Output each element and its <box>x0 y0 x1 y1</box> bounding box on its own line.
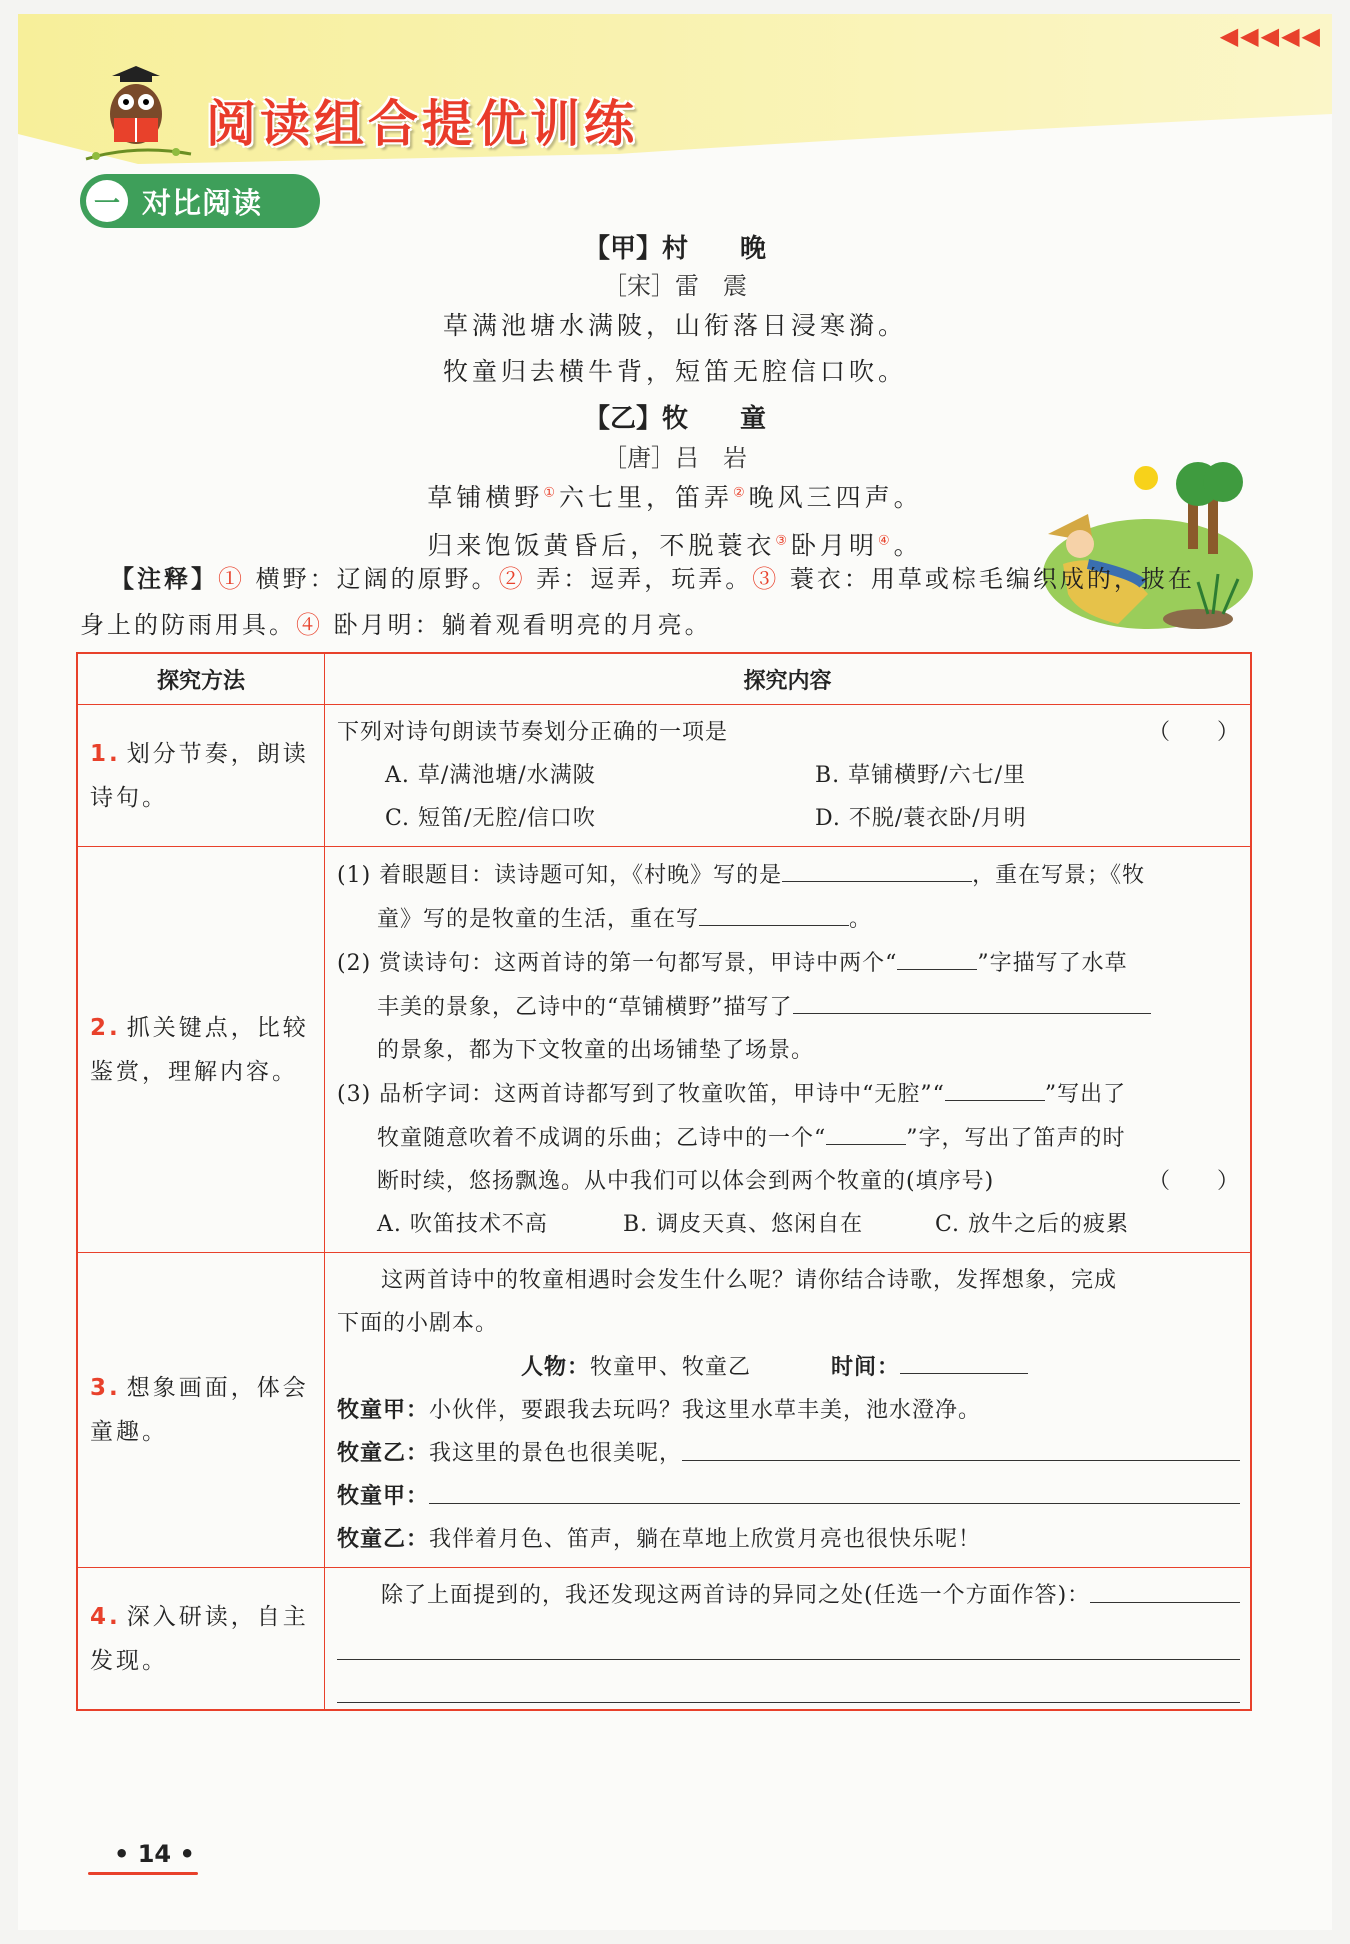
section-number: 一 <box>86 180 128 222</box>
table-row-1 <box>77 705 1251 847</box>
section-badge <box>80 174 320 228</box>
row-4-num: 4. <box>90 1603 121 1630</box>
q2-2-text-d: 的景象，都为下文牧童的出场铺垫了场景。 <box>377 1038 815 1063</box>
q3-speaker-3: 牧童甲： <box>337 1484 430 1509</box>
page-number-underline <box>88 1872 198 1875</box>
header-method: 探究方法 <box>77 653 325 705</box>
method-3 <box>77 1253 325 1568</box>
footnote-marker-4: ④ <box>878 533 894 549</box>
q2-3-blank-2[interactable] <box>826 1116 906 1145</box>
row-3-num: 3. <box>90 1375 121 1401</box>
note-num-4: ④ <box>296 611 323 639</box>
page-header-title: 阅读组合提优训练 <box>206 95 638 153</box>
row-2-num: 2. <box>90 1014 121 1041</box>
q3-people: 牧童甲、牧童乙 <box>590 1355 752 1380</box>
note-1: 横野：辽阔的原野。 <box>245 565 499 593</box>
q2-1-blank-1[interactable] <box>782 853 972 882</box>
q2-2-blank-1[interactable] <box>897 941 977 970</box>
table-header-row <box>77 653 1251 705</box>
footnote-marker-3: ③ <box>775 533 791 549</box>
content-1 <box>325 705 1252 847</box>
q4-answer-line-1[interactable] <box>337 1617 1240 1660</box>
poem-a-title: 【甲】村 晚 <box>583 234 766 264</box>
decorative-arrows-icon: ◀◀◀◀◀ <box>1219 22 1322 50</box>
poem-b-line-2-part-a: 归来饱饭黄昏后，不脱蓑衣 <box>427 531 776 560</box>
q2-2-blank-2[interactable] <box>793 985 1151 1014</box>
poem-b-title: 【乙】牧 童 <box>583 404 766 434</box>
poem-b-author: ［唐］吕 岩 <box>603 444 747 472</box>
page <box>18 14 1332 1930</box>
q2-3-text-c: 牧童随意吹着不成调的乐曲；乙诗中的一个“ <box>377 1126 827 1151</box>
q4-blank-1[interactable] <box>1090 1574 1240 1603</box>
poem-b-line-1-part-c: 晚风三四声。 <box>748 483 923 512</box>
note-4: 卧月明：躺着观看明亮的月亮。 <box>323 611 712 639</box>
q3-time-label: 时间： <box>831 1355 901 1380</box>
footnotes-label: 【注释】 <box>110 565 218 593</box>
q3-speaker-1: 牧童甲： <box>337 1398 430 1423</box>
q4-answer-line-2[interactable] <box>337 1660 1240 1703</box>
note-num-1: ① <box>218 565 245 593</box>
q3-line-1: 小伙伴，要跟我去玩吗？我这里水草丰美，池水澄净。 <box>429 1398 982 1423</box>
footnote-marker-2: ② <box>733 485 749 501</box>
footnote-marker-1: ① <box>543 485 559 501</box>
method-1-text: 划分节奏，朗读诗句。 <box>90 740 309 811</box>
poem-b-line-1-part-b: 六七里，笛弄 <box>558 483 733 512</box>
q2-1-text-c: 童》写的是牧童的生活，重在写 <box>377 907 700 932</box>
note-num-3: ③ <box>752 565 780 593</box>
q4-text: 除了上面提到的，我还发现这两首诗的异同之处(任选一个方面作答)： <box>381 1583 1091 1608</box>
poem-a-line-1: 草满池塘水满陂，山衔落日浸寒漪。 <box>442 311 907 340</box>
q2-3-text-e: 断时续，悠扬飘逸。从中我们可以体会到两个牧童的(填序号) <box>377 1169 995 1194</box>
q3-line-3-blank[interactable] <box>429 1475 1240 1504</box>
q2-3-option-c[interactable]: C. 放牛之后的疲累 <box>935 1212 1130 1237</box>
q3-line-2: 我这里的景色也很美呢， <box>429 1441 683 1466</box>
q1-option-b[interactable]: B. 草铺横野/六七/里 <box>815 763 1026 788</box>
table-row-2 <box>77 847 1251 1253</box>
poem-b-line-2-part-b: 卧月明 <box>790 531 878 560</box>
content-3 <box>325 1253 1252 1568</box>
method-2-text: 抓关键点，比较鉴赏，理解内容。 <box>90 1014 309 1085</box>
header-banner <box>18 14 1332 164</box>
q2-1-text-d: 。 <box>849 907 873 932</box>
q2-3-text-a: (3) 品析字词：这两首诗都写到了牧童吹笛，甲诗中“无腔”“ <box>337 1082 945 1107</box>
q1-option-a[interactable]: A. 草/满池塘/水满陂 <box>385 763 596 788</box>
method-1 <box>77 705 325 847</box>
q2-2-text-b: ”字描写了水草 <box>977 951 1128 976</box>
owl-reading-icon <box>76 54 196 174</box>
table-row-4 <box>77 1568 1251 1711</box>
q3-speaker-4: 牧童乙： <box>337 1527 430 1552</box>
content-4 <box>325 1568 1252 1711</box>
note-2: 弄：逗弄，玩弄。 <box>525 565 753 593</box>
poem-a-line-2: 牧童归去横牛背，短笛无腔信口吹。 <box>442 357 907 386</box>
q3-line-2-blank[interactable] <box>682 1432 1240 1461</box>
q2-3-option-a[interactable]: A. 吹笛技术不高 <box>377 1212 548 1237</box>
q2-3-option-b[interactable]: B. 调皮天真、悠闲自在 <box>623 1212 864 1237</box>
page-number: • 14 • <box>114 1840 195 1868</box>
q3-intro-2: 下面的小剧本。 <box>337 1311 499 1336</box>
q2-1-text-a: (1) 着眼题目：读诗题可知，《村晚》写的是 <box>337 863 783 888</box>
section-label: 对比阅读 <box>142 185 263 220</box>
q3-line-4: 我伴着月色、笛声，躺在草地上欣赏月亮也很快乐呢！ <box>429 1527 982 1552</box>
q1-answer-paren[interactable]: （ ） <box>1147 720 1240 745</box>
q2-2-text-a: (2) 赏读诗句：这两首诗的第一句都写景，甲诗中两个“ <box>337 951 898 976</box>
q3-time-blank[interactable] <box>900 1345 1028 1374</box>
method-3-text: 想象画面，体会童趣。 <box>90 1375 309 1445</box>
poem-b-line-2-part-c: 。 <box>893 531 923 560</box>
method-2 <box>77 847 325 1253</box>
q2-1-text-b: ，重在写景；《牧 <box>972 863 1146 888</box>
q3-intro-1: 这两首诗中的牧童相遇时会发生什么呢？请你结合诗歌，发挥想象，完成 <box>381 1268 1118 1293</box>
q2-1-blank-2[interactable] <box>699 897 849 926</box>
header-content: 探究内容 <box>325 653 1252 705</box>
q3-people-label: 人物： <box>521 1355 591 1380</box>
note-3: 蓑衣：用草或棕毛编织成的，披在 <box>779 565 1195 593</box>
q2-3-answer-paren[interactable]: （ ） <box>1147 1169 1240 1194</box>
q2-3-text-d: ”字，写出了笛声的时 <box>906 1126 1126 1151</box>
q2-3-text-b: ”写出了 <box>1044 1082 1127 1107</box>
q3-speaker-2: 牧童乙： <box>337 1441 430 1466</box>
q1-option-c[interactable]: C. 短笛/无腔/信口吹 <box>385 806 596 831</box>
table-row-3 <box>77 1253 1251 1568</box>
inquiry-table <box>76 652 1252 1711</box>
note-num-2: ② <box>498 565 526 593</box>
footnotes <box>110 556 1272 602</box>
note-3-cont: 身上的防雨用具。 <box>80 611 296 639</box>
method-4 <box>77 1568 325 1711</box>
content-2 <box>325 847 1252 1253</box>
poem-b-line-1-part-a: 草铺横野 <box>427 483 544 512</box>
method-4-text: 深入研读，自主发现。 <box>90 1603 309 1674</box>
row-1-num: 1. <box>90 740 121 767</box>
q2-3-blank-1[interactable] <box>945 1072 1045 1101</box>
q1-text: 下列对诗句朗读节奏划分正确的一项是 <box>337 720 729 745</box>
poem-a-author: ［宋］雷 震 <box>603 272 747 300</box>
q1-option-d[interactable]: D. 不脱/蓑衣卧/月明 <box>815 806 1027 831</box>
q2-2-text-c: 丰美的景象，乙诗中的“草铺横野”描写了 <box>377 995 793 1020</box>
footnotes-line-2 <box>80 602 1270 648</box>
